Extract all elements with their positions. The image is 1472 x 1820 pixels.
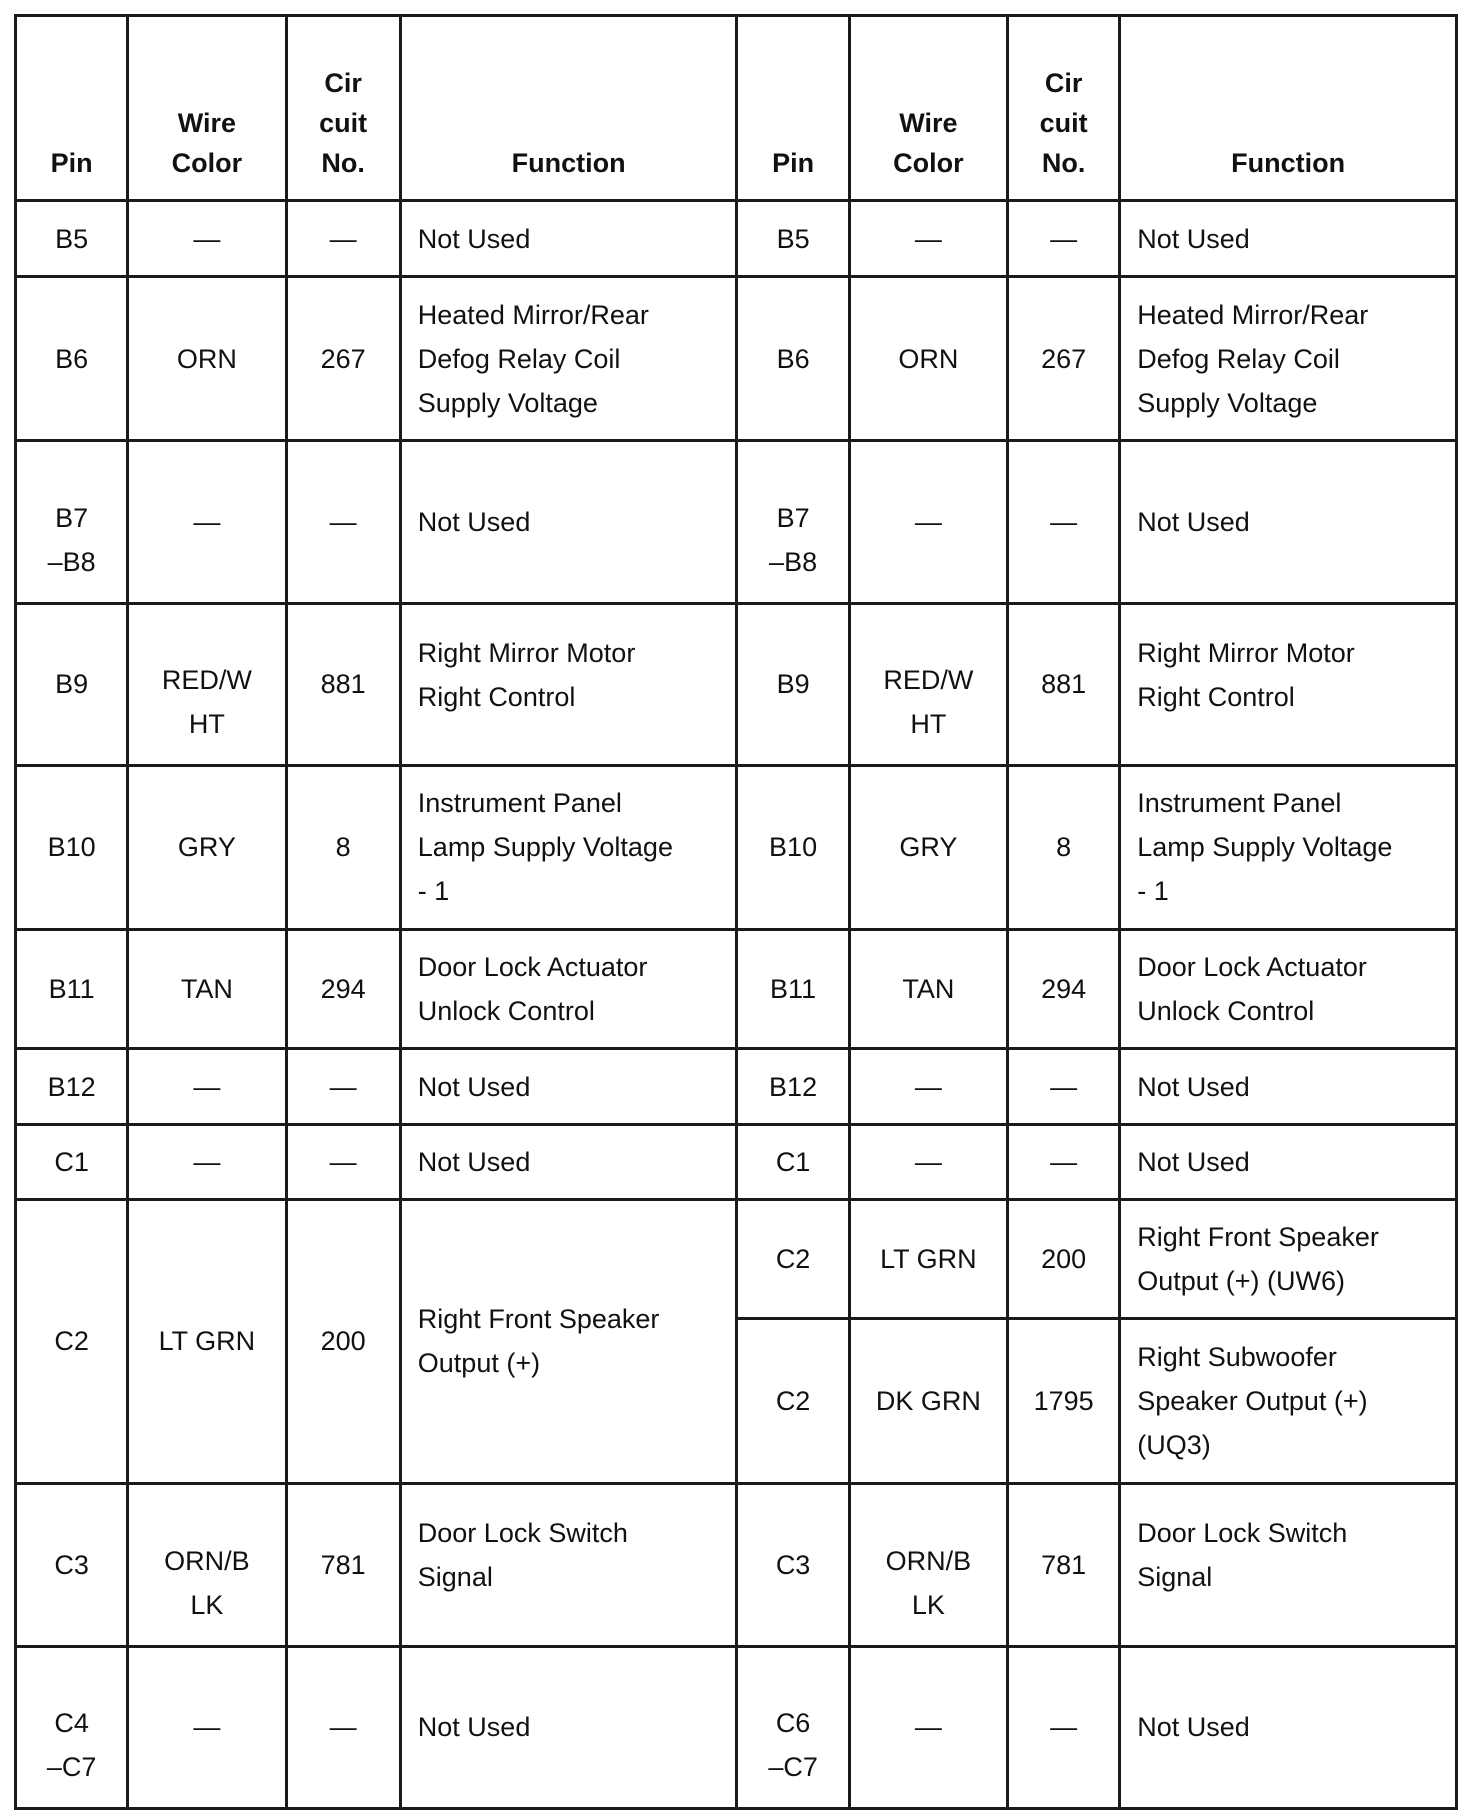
circuit-cell: 294 <box>1008 929 1120 1048</box>
function-cell: Right Subwoofer Speaker Output (+) (UQ3) <box>1120 1319 1457 1483</box>
table-row <box>16 201 1457 277</box>
wire-color-cell: DK GRN <box>849 1319 1007 1483</box>
circuit-cell: 200 <box>1008 1200 1120 1319</box>
function-cell: Door Lock Switch Signal <box>400 1483 737 1646</box>
wire-color-cell: — <box>128 1646 286 1808</box>
wire-color-cell: — <box>849 201 1007 277</box>
function-cell: Not Used <box>1120 1125 1457 1200</box>
pin-cell: B5 <box>16 201 128 277</box>
wire-color-cell: — <box>128 1049 286 1125</box>
function-cell: Not Used <box>1120 1646 1457 1808</box>
function-cell: Not Used <box>1120 441 1457 603</box>
circuit-cell: — <box>286 441 400 603</box>
wire-color-cell: RED/W HT <box>849 603 1007 765</box>
circuit-cell: 267 <box>1008 277 1120 441</box>
circuit-cell: 267 <box>286 277 400 441</box>
function-cell: Instrument Panel Lamp Supply Voltage - 1 <box>400 765 737 929</box>
circuit-cell: — <box>1008 441 1120 603</box>
function-cell: Right Mirror Motor Right Control <box>1120 603 1457 765</box>
wire-color-cell: ORN/B LK <box>128 1483 286 1646</box>
wire-color-cell: — <box>128 201 286 277</box>
table-row <box>16 603 1457 765</box>
function-cell: Not Used <box>400 201 737 277</box>
wire-color-cell: GRY <box>849 765 1007 929</box>
table-row <box>16 1125 1457 1200</box>
wire-color-cell: — <box>849 1125 1007 1200</box>
wire-color-cell: ORN/B LK <box>849 1483 1007 1646</box>
wire-color-cell: GRY <box>128 765 286 929</box>
wire-color-cell: — <box>128 1125 286 1200</box>
function-cell: Not Used <box>400 441 737 603</box>
table-row <box>16 765 1457 929</box>
pin-cell: C2 <box>16 1200 128 1483</box>
header-function: Function <box>400 16 737 201</box>
header-circuit-no: Cir cuit No. <box>286 16 400 201</box>
pin-cell: B11 <box>16 929 128 1048</box>
function-cell: Heated Mirror/Rear Defog Relay Coil Supply Voltage <box>1120 277 1457 441</box>
function-cell: Not Used <box>400 1125 737 1200</box>
header-pin: Pin <box>737 16 849 201</box>
circuit-cell: 781 <box>1008 1483 1120 1646</box>
pin-cell: B10 <box>737 765 849 929</box>
function-cell: Right Front Speaker Output (+) (UW6) <box>1120 1200 1457 1319</box>
header-wire-color: Wire Color <box>128 16 286 201</box>
function-cell: Door Lock Actuator Unlock Control <box>1120 929 1457 1048</box>
pin-cell: C4 –C7 <box>16 1646 128 1808</box>
circuit-cell: — <box>286 201 400 277</box>
pin-cell: B5 <box>737 201 849 277</box>
pin-cell: C1 <box>737 1125 849 1200</box>
pin-cell: B6 <box>16 277 128 441</box>
function-cell: Door Lock Switch Signal <box>1120 1483 1457 1646</box>
pin-cell: C3 <box>737 1483 849 1646</box>
table-row <box>16 441 1457 603</box>
circuit-cell: — <box>1008 1049 1120 1125</box>
pin-cell: C6 –C7 <box>737 1646 849 1808</box>
pin-cell: B10 <box>16 765 128 929</box>
pin-cell: C1 <box>16 1125 128 1200</box>
function-cell: Not Used <box>1120 1049 1457 1125</box>
function-cell: Right Front Speaker Output (+) <box>400 1200 737 1483</box>
circuit-cell: 8 <box>1008 765 1120 929</box>
table-row <box>16 1049 1457 1125</box>
wire-color-cell: LT GRN <box>849 1200 1007 1319</box>
function-cell: Not Used <box>400 1646 737 1808</box>
header-pin: Pin <box>16 16 128 201</box>
pin-cell: B11 <box>737 929 849 1048</box>
table-row <box>16 929 1457 1048</box>
table-row <box>16 1646 1457 1808</box>
pin-cell: B12 <box>737 1049 849 1125</box>
function-cell: Right Mirror Motor Right Control <box>400 603 737 765</box>
circuit-cell: 881 <box>286 603 400 765</box>
circuit-cell: 294 <box>286 929 400 1048</box>
function-cell: Not Used <box>400 1049 737 1125</box>
pin-cell: B7 –B8 <box>16 441 128 603</box>
header-row <box>16 16 1457 201</box>
pin-cell: B9 <box>737 603 849 765</box>
circuit-cell: — <box>1008 1646 1120 1808</box>
wire-color-cell: — <box>849 1646 1007 1808</box>
function-cell: Not Used <box>1120 201 1457 277</box>
header-circuit-no: Cir cuit No. <box>1008 16 1120 201</box>
table-row <box>16 1483 1457 1646</box>
wire-color-cell: — <box>849 1049 1007 1125</box>
wire-color-cell: — <box>128 441 286 603</box>
pin-cell: C3 <box>16 1483 128 1646</box>
wire-color-cell: ORN <box>128 277 286 441</box>
wire-color-cell: ORN <box>849 277 1007 441</box>
wire-color-cell: LT GRN <box>128 1200 286 1483</box>
circuit-cell: — <box>286 1646 400 1808</box>
circuit-cell: 781 <box>286 1483 400 1646</box>
pin-cell: B6 <box>737 277 849 441</box>
header-function: Function <box>1120 16 1457 201</box>
function-cell: Door Lock Actuator Unlock Control <box>400 929 737 1048</box>
pin-cell: C2 <box>737 1200 849 1319</box>
function-cell: Heated Mirror/Rear Defog Relay Coil Supply Voltage <box>400 277 737 441</box>
pin-cell: C2 <box>737 1319 849 1483</box>
wire-color-cell: TAN <box>128 929 286 1048</box>
pin-cell: B12 <box>16 1049 128 1125</box>
pin-cell: B7 –B8 <box>737 441 849 603</box>
function-cell: Instrument Panel Lamp Supply Voltage - 1 <box>1120 765 1457 929</box>
header-wire-color: Wire Color <box>849 16 1007 201</box>
table-row <box>16 1200 1457 1319</box>
circuit-cell: 200 <box>286 1200 400 1483</box>
circuit-cell: — <box>1008 201 1120 277</box>
circuit-cell: — <box>286 1049 400 1125</box>
table-row <box>16 277 1457 441</box>
circuit-cell: — <box>1008 1125 1120 1200</box>
connector-pinout-table <box>14 14 1458 1810</box>
wire-color-cell: — <box>849 441 1007 603</box>
circuit-cell: 8 <box>286 765 400 929</box>
circuit-cell: — <box>286 1125 400 1200</box>
wire-color-cell: RED/W HT <box>128 603 286 765</box>
circuit-cell: 881 <box>1008 603 1120 765</box>
circuit-cell: 1795 <box>1008 1319 1120 1483</box>
wire-color-cell: TAN <box>849 929 1007 1048</box>
pin-cell: B9 <box>16 603 128 765</box>
